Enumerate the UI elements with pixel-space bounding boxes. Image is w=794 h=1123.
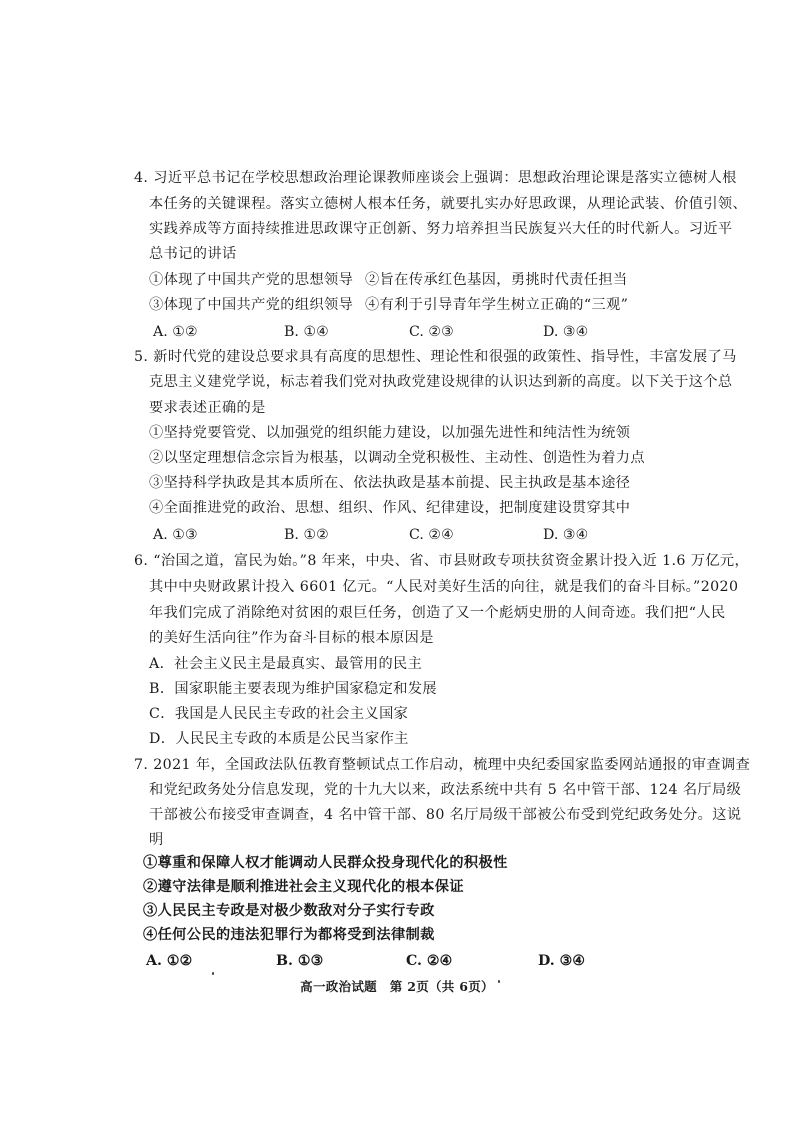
q4-stem-line: 实践养成等方面持续推进思政课守正创新、努力培养担当民族复兴大任的时代新人。习近平 <box>149 221 733 237</box>
q5-stem-line: 克思主义建党学说，标志着我们党对执政党建设规律的认识达到新的高度。以下关于这个总 <box>149 374 733 390</box>
q5-statement-4: ④全面推进党的政治、思想、组织、作风、纪律建设，把制度建设贯穿其中 <box>149 500 631 516</box>
q5-stem-line: 5. 新时代党的建设总要求具有高度的思想性、理论性和很强的政策性、指导性，丰富发展了马 <box>134 349 737 365</box>
q4-statement-2: ②旨在传承红色基因，勇挑时代责任担当 <box>365 272 628 288</box>
q4-statement-3: ③体现了中国共产党的组织领导 <box>149 297 354 313</box>
q6-stem-line: 的美好生活向往”作为奋斗目标的根本原因是 <box>149 630 434 646</box>
q6-stem-line: 6. “治国之道，富民为始。”8 年来，中央、省、市县财政专项扶贫资金累计投入近 1.6 万亿元， <box>134 553 750 569</box>
page-footer: 高一政治试题 第 2页（共 6页） <box>300 979 494 994</box>
q7-statement-3: ③人民民主专政是对极少数敌对分子实行专政 <box>143 903 435 919</box>
q7-option-b[interactable]: B. ①③ <box>276 953 324 969</box>
scan-speck <box>498 980 500 983</box>
q7-stem-line: 7. 2021 年，全国政法队伍教育整顿试点工作启动，梳理中央纪委国家监委网站通报的审查调查 <box>134 757 751 773</box>
q4-stem-line: 本任务的关键课程。落实立德树人根本任务，就要扎实办好思政课，从理论武装、价值引领、 <box>149 196 748 212</box>
q4-options <box>0 322 700 342</box>
q7-option-d[interactable]: D. ③④ <box>538 953 586 969</box>
q5-option-d[interactable]: D. ③④ <box>543 527 589 543</box>
q4-option-b[interactable]: B. ①④ <box>284 324 329 340</box>
q6-choice-c[interactable]: C．我国是人民民主专政的社会主义国家 <box>149 706 409 722</box>
q4-option-d[interactable]: D. ③④ <box>543 324 589 340</box>
q6-choice-d[interactable]: D．人民民主专政的本质是公民当家作主 <box>149 731 409 747</box>
q4-statement-4: ④有利于引导青年学生树立正确的“三观” <box>365 297 629 313</box>
q5-statement-2: ②以坚定理想信念宗旨为根基，以调动全党积极性、主动性、创造性为着力点 <box>149 450 645 466</box>
q4-stem-line: 总书记的讲话 <box>149 246 237 262</box>
q5-stem-line: 要求表述正确的是 <box>149 400 266 416</box>
q5-options <box>0 525 700 545</box>
q7-options <box>0 951 700 971</box>
q7-stem-line: 明 <box>149 832 164 848</box>
q4-stem-line: 4. 习近平总书记在学校思想政治理论课教师座谈会上强调：思想政治理论课是落实立德树人根 <box>134 170 737 186</box>
q5-statement-1: ①坚持党要管党、以加强党的组织能力建设，以加强先进性和纯洁性为统领 <box>149 425 631 441</box>
q4-option-a[interactable]: A. ①② <box>153 324 198 340</box>
q7-statement-2: ②遵守法律是顺利推进社会主义现代化的根本保证 <box>143 879 464 895</box>
q4-option-c[interactable]: C. ②③ <box>409 324 454 340</box>
q4-statement-1: ①体现了中国共产党的思想领导 <box>149 272 354 288</box>
q5-option-c[interactable]: C. ②④ <box>409 527 454 543</box>
q7-option-a[interactable]: A. ①② <box>146 953 193 969</box>
q7-statement-4: ④任何公民的违法犯罪行为都将受到法律制裁 <box>143 927 435 943</box>
q6-choice-a[interactable]: A．社会主义民主是最真实、最管用的民主 <box>149 656 423 672</box>
q7-statement-1: ①尊重和保障人权才能调动人民群众投身现代化的积极性 <box>143 855 508 871</box>
q5-option-b[interactable]: B. ①② <box>284 527 329 543</box>
q6-choice-b[interactable]: B．国家职能主要表现为维护国家稳定和发展 <box>149 681 437 697</box>
q7-stem-line: 干部被公布接受审查调查，4 名中管干部、80 名厅局级干部被公布受到党纪政务处分。这说 <box>149 807 742 823</box>
scan-speck <box>212 972 214 975</box>
q6-stem-line: 年我们完成了消除绝对贫困的艰巨任务，创造了又一个彪炳史册的人间奇迹。我们把“人民 <box>149 605 726 621</box>
q7-stem-line: 和党纪政务处分信息发现，党的十九大以来，政法系统中共有 5 名中管干部、124 名厅局级 <box>149 782 742 798</box>
q5-option-a[interactable]: A. ①③ <box>153 527 198 543</box>
q7-option-c[interactable]: C. ②④ <box>406 953 453 969</box>
q5-statement-3: ③坚持科学执政是其本质所在、依法执政是基本前提、民主执政是基本途径 <box>149 475 631 491</box>
q6-stem-line: 其中中央财政累计投入 6601 亿元。“人民对美好生活的向往，就是我们的奋斗目标。”2020 <box>149 579 739 595</box>
